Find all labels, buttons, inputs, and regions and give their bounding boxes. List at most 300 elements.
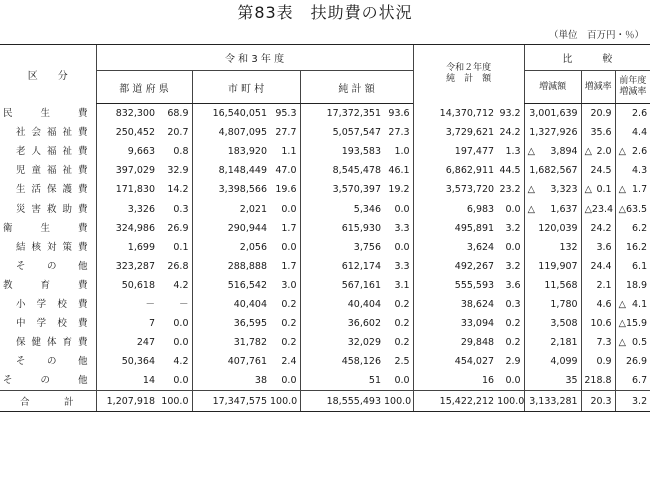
cell-net-pct: 0.2 (394, 318, 410, 330)
cell-muni-pct: 19.6 (275, 184, 297, 196)
header-prev-rate (615, 71, 650, 104)
negative-mark: △ (527, 184, 535, 196)
cell-diff (524, 123, 581, 142)
cell-prev-rate (615, 295, 650, 314)
table-row (0, 142, 650, 161)
cell-rate (581, 161, 615, 180)
cell-value: 10.6 (590, 318, 612, 330)
cell-prev-rate (615, 161, 650, 180)
cell-net: 567,161 (300, 276, 384, 295)
cell-value: 3,001,639 (529, 108, 578, 120)
cell-prev: 492,267 (413, 257, 497, 276)
cell-net: 51 (300, 371, 384, 391)
cell-prev-pct: 0.0 (505, 375, 521, 387)
cell-pref-pct: 0.8 (173, 146, 189, 158)
negative-mark: △ (618, 184, 626, 196)
cell-value: 2.6 (632, 146, 648, 158)
cell-net: 32,029 (300, 333, 384, 352)
negative-mark: △ (527, 146, 535, 158)
row-label (0, 180, 96, 199)
row-label-text: 児童福祉費 (16, 165, 88, 177)
cell-prev-rate (615, 276, 650, 295)
cell-pref: 250,452 (96, 123, 158, 142)
cell-muni-pct: 1.7 (281, 260, 297, 272)
cell-diff (524, 219, 581, 238)
cell-net-pct: 0.2 (394, 298, 410, 310)
cell-value: 6.1 (632, 260, 648, 272)
cell-muni-pct: 0.0 (281, 203, 297, 215)
total-rate: 20.3 (581, 391, 615, 412)
cell-value: 2.0 (596, 146, 612, 158)
cell-pref-pct: 32.9 (167, 165, 189, 177)
cell-prev-rate (615, 142, 650, 161)
row-label-text: 結核対策費 (16, 241, 88, 253)
cell-prev-rate (615, 333, 650, 352)
cell-prev: 3,573,720 (413, 180, 497, 199)
cell-net: 193,583 (300, 142, 384, 161)
row-label-text: 老人福祉費 (16, 146, 88, 158)
cell-muni: 516,542 (192, 276, 270, 295)
header-prev-year (413, 45, 524, 104)
header-prev-year-line2: 純 計 額 (446, 74, 492, 85)
row-label (0, 333, 96, 352)
cell-prev-pct: 0.0 (505, 241, 521, 253)
cell-rate (581, 219, 615, 238)
assistance-expense-table (0, 44, 650, 412)
cell-muni: 16,540,051 (192, 104, 270, 124)
cell-value: 35.6 (590, 127, 612, 139)
table-row (0, 104, 650, 124)
cell-pref: 50,618 (96, 276, 158, 295)
total-pref-pct: 100.0 (158, 391, 192, 412)
cell-prev: 38,624 (413, 295, 497, 314)
cell-diff (524, 180, 581, 199)
negative-mark: △ (584, 203, 592, 215)
cell-prev-rate (615, 257, 650, 276)
negative-mark: △ (584, 146, 592, 158)
row-label-text: 小学校費 (16, 298, 88, 310)
header-comparison: 比 較 (524, 45, 650, 71)
cell-prev-rate (615, 371, 650, 391)
total-label-text: 合計 (20, 397, 74, 409)
cell-rate (581, 142, 615, 161)
cell-muni-pct: 47.0 (275, 165, 297, 177)
cell-prev-pct: 1.3 (505, 146, 521, 158)
cell-net: 5,057,547 (300, 123, 384, 142)
cell-value: 4.6 (596, 298, 612, 310)
table-row (0, 352, 650, 371)
cell-prev: 3,729,621 (413, 123, 497, 142)
cell-pref-pct: 4.2 (173, 279, 189, 291)
cell-muni-pct: 0.2 (281, 337, 297, 349)
cell-prev-pct: 2.9 (505, 356, 521, 368)
cell-pref-pct: 0.3 (173, 203, 189, 215)
cell-diff (524, 104, 581, 124)
cell-pref-pct: － (178, 298, 189, 310)
cell-net: 3,570,397 (300, 180, 384, 199)
cell-value: 120,039 (538, 222, 578, 234)
cell-value: 3,508 (550, 318, 578, 330)
total-diff: 3,133,281 (524, 391, 581, 412)
cell-net-pct: 0.0 (394, 375, 410, 387)
cell-value: 35 (565, 375, 578, 387)
cell-rate (581, 371, 615, 391)
row-label (0, 123, 96, 142)
row-label (0, 142, 96, 161)
cell-net-pct: 27.3 (388, 127, 410, 139)
cell-net: 615,930 (300, 219, 384, 238)
cell-pref-pct: 0.0 (173, 318, 189, 330)
cell-prev: 454,027 (413, 352, 497, 371)
negative-mark: △ (584, 184, 592, 196)
cell-prev-pct: 3.2 (505, 222, 521, 234)
cell-prev-pct: 3.2 (505, 260, 521, 272)
cell-muni: 3,398,566 (192, 180, 270, 199)
cell-muni: 183,920 (192, 142, 270, 161)
header-prev-rate-line1: 前年度 (619, 76, 647, 86)
table-row (0, 295, 650, 314)
cell-rate (581, 276, 615, 295)
table-row (0, 314, 650, 333)
cell-muni: 31,782 (192, 333, 270, 352)
cell-net: 8,545,478 (300, 161, 384, 180)
total-prev: 15,422,212 (413, 391, 497, 412)
table-row (0, 161, 650, 180)
table-row (0, 219, 650, 238)
cell-pref: 832,300 (96, 104, 158, 124)
cell-rate (581, 199, 615, 218)
cell-pref: 3,326 (96, 199, 158, 218)
cell-muni: 2,056 (192, 238, 270, 257)
table-row (0, 276, 650, 295)
cell-value: 1.7 (632, 184, 648, 196)
total-row (0, 391, 650, 412)
cell-value: 24.5 (590, 165, 612, 177)
cell-value: 132 (559, 241, 578, 253)
cell-net-pct: 19.2 (388, 184, 410, 196)
total-muni: 17,347,575 (192, 391, 270, 412)
cell-net-pct: 3.1 (394, 279, 410, 291)
cell-value: 63.5 (625, 203, 648, 215)
cell-prev-pct: 0.3 (505, 298, 521, 310)
cell-value: 15.9 (625, 318, 648, 330)
row-label-text: 社会福祉費 (16, 127, 88, 139)
total-pref: 1,207,918 (96, 391, 158, 412)
row-label (0, 199, 96, 218)
row-label (0, 219, 96, 238)
row-label (0, 371, 96, 391)
cell-value: 1,780 (550, 298, 578, 310)
cell-pref: 50,364 (96, 352, 158, 371)
cell-muni: 8,148,449 (192, 161, 270, 180)
cell-net-pct: 0.0 (394, 241, 410, 253)
cell-net: 17,372,351 (300, 104, 384, 124)
cell-diff (524, 295, 581, 314)
cell-value: 26.9 (625, 356, 648, 368)
cell-net-pct: 46.1 (388, 165, 410, 177)
row-label (0, 257, 96, 276)
row-label (0, 295, 96, 314)
cell-diff (524, 161, 581, 180)
cell-prev: 495,891 (413, 219, 497, 238)
header-net-total: 純 計 額 (300, 71, 413, 104)
negative-mark: △ (618, 337, 626, 349)
cell-prev: 33,094 (413, 314, 497, 333)
table-row (0, 180, 650, 199)
cell-value: 18.9 (625, 279, 648, 291)
row-label-text: 中学校費 (16, 318, 88, 330)
cell-pref-pct: 4.2 (173, 356, 189, 368)
cell-pref: 1,699 (96, 238, 158, 257)
total-prev-pct: 100.0 (497, 391, 524, 412)
cell-value: 1,637 (550, 203, 578, 215)
cell-diff (524, 142, 581, 161)
cell-pref: － (96, 295, 158, 314)
row-label-text: 災害救助費 (16, 203, 88, 215)
cell-value: 6.7 (632, 375, 648, 387)
cell-prev: 6,983 (413, 199, 497, 218)
cell-prev-rate (615, 219, 650, 238)
table-row (0, 257, 650, 276)
cell-pref: 324,986 (96, 219, 158, 238)
cell-muni-pct: 0.0 (281, 241, 297, 253)
cell-value: 6.2 (632, 222, 648, 234)
cell-value: 0.5 (632, 337, 648, 349)
cell-value: 1,682,567 (529, 165, 578, 177)
row-label-text: 生活保護費 (16, 184, 88, 196)
cell-prev: 555,593 (413, 276, 497, 295)
cell-prev-pct: 0.2 (505, 337, 521, 349)
row-label (0, 314, 96, 333)
cell-prev-rate (615, 352, 650, 371)
row-label-text: その他 (16, 260, 88, 272)
cell-value: 23.4 (591, 203, 614, 215)
cell-diff (524, 352, 581, 371)
cell-rate (581, 123, 615, 142)
cell-prev-rate (615, 180, 650, 199)
cell-muni: 36,595 (192, 314, 270, 333)
cell-diff (524, 238, 581, 257)
total-net: 18,555,493 (300, 391, 384, 412)
cell-pref: 397,029 (96, 161, 158, 180)
cell-diff (524, 276, 581, 295)
row-label-text: 教育費 (3, 279, 88, 291)
cell-value: 3,894 (550, 146, 578, 158)
cell-value: 16.2 (625, 241, 648, 253)
table-total (0, 391, 650, 412)
cell-prev: 6,862,911 (413, 161, 497, 180)
cell-prev-pct: 0.2 (505, 318, 521, 330)
table-row (0, 371, 650, 391)
cell-net: 3,756 (300, 238, 384, 257)
cell-muni: 38 (192, 371, 270, 391)
table-row (0, 123, 650, 142)
cell-value: 1,327,926 (529, 127, 578, 139)
row-label-text: 保健体育費 (16, 337, 88, 349)
cell-net-pct: 3.3 (394, 260, 410, 272)
cell-net-pct: 3.3 (394, 222, 410, 234)
cell-pref: 14 (96, 371, 158, 391)
cell-muni-pct: 95.3 (275, 108, 297, 120)
row-label (0, 276, 96, 295)
cell-rate (581, 104, 615, 124)
cell-diff (524, 199, 581, 218)
cell-value: 11,568 (544, 279, 578, 291)
cell-net: 458,126 (300, 352, 384, 371)
header-prefectures: 都 道 府 県 (96, 71, 192, 104)
total-prev-rate: 3.2 (615, 391, 650, 412)
cell-muni: 2,021 (192, 199, 270, 218)
cell-value: 0.9 (596, 356, 612, 368)
cell-pref-pct: 0.0 (173, 375, 189, 387)
cell-prev: 197,477 (413, 142, 497, 161)
cell-pref-pct: 20.7 (167, 127, 189, 139)
table-row (0, 199, 650, 218)
header-prev-year-line1: 令和２年度 (446, 63, 492, 74)
cell-net-pct: 0.0 (394, 203, 410, 215)
negative-mark: △ (618, 298, 626, 310)
cell-pref: 7 (96, 314, 158, 333)
cell-rate (581, 295, 615, 314)
total-label (0, 391, 96, 412)
table-row (0, 238, 650, 257)
table-title: 第83表 扶助費の状況 (237, 3, 413, 22)
cell-value: 4.1 (632, 298, 648, 310)
row-label-text: 衛生費 (3, 222, 88, 234)
cell-value: 7.3 (596, 337, 612, 349)
cell-pref: 171,830 (96, 180, 158, 199)
cell-net-pct: 1.0 (394, 146, 410, 158)
cell-net: 5,346 (300, 199, 384, 218)
cell-value: 2,181 (550, 337, 578, 349)
row-label-text: その他 (16, 356, 88, 368)
cell-rate (581, 333, 615, 352)
cell-diff (524, 257, 581, 276)
cell-pref-pct: 0.0 (173, 337, 189, 349)
cell-muni-pct: 2.4 (281, 356, 297, 368)
cell-diff (524, 371, 581, 391)
cell-diff (524, 314, 581, 333)
cell-net: 612,174 (300, 257, 384, 276)
header-category: 区 分 (0, 45, 96, 104)
cell-prev-pct: 3.6 (505, 279, 521, 291)
cell-pref: 323,287 (96, 257, 158, 276)
negative-mark: △ (618, 203, 626, 215)
cell-prev: 16 (413, 371, 497, 391)
cell-pref: 247 (96, 333, 158, 352)
row-label (0, 161, 96, 180)
cell-muni: 4,807,095 (192, 123, 270, 142)
cell-prev-rate (615, 199, 650, 218)
row-label (0, 104, 96, 124)
header-change-rate: 増減率 (581, 71, 615, 104)
header-municipalities: 市 町 村 (192, 71, 300, 104)
cell-value: 20.9 (590, 108, 612, 120)
cell-prev-pct: 44.5 (499, 165, 521, 177)
cell-prev-rate (615, 123, 650, 142)
cell-pref-pct: 68.9 (167, 108, 189, 120)
cell-prev: 3,624 (413, 238, 497, 257)
row-label (0, 238, 96, 257)
cell-muni: 290,944 (192, 219, 270, 238)
header-change-amount: 増減額 (524, 71, 581, 104)
cell-net-pct: 0.2 (394, 337, 410, 349)
unit-note: （単位 百万円・％） (548, 30, 644, 41)
cell-rate (581, 180, 615, 199)
row-label-text: その他 (3, 375, 88, 387)
cell-muni-pct: 3.0 (281, 279, 297, 291)
cell-pref-pct: 0.1 (173, 241, 189, 253)
table-body (0, 104, 650, 391)
cell-prev-pct: 24.2 (499, 127, 521, 139)
cell-value: 2.1 (596, 279, 612, 291)
cell-muni-pct: 1.1 (281, 146, 297, 158)
table-header (0, 45, 650, 104)
cell-pref-pct: 14.2 (167, 184, 189, 196)
cell-net-pct: 2.5 (394, 356, 410, 368)
cell-value: 0.1 (596, 184, 612, 196)
cell-muni-pct: 0.2 (281, 318, 297, 330)
cell-net: 36,602 (300, 314, 384, 333)
cell-prev-rate (615, 238, 650, 257)
cell-prev-pct: 0.0 (505, 203, 521, 215)
cell-pref-pct: 26.9 (167, 222, 189, 234)
cell-net-pct: 93.6 (388, 108, 410, 120)
cell-prev-pct: 23.2 (499, 184, 521, 196)
cell-pref-pct: 26.8 (167, 260, 189, 272)
row-label-text: 民生費 (3, 107, 88, 119)
cell-value: 24.4 (590, 260, 612, 272)
cell-pref: 9,663 (96, 142, 158, 161)
header-prev-rate-line2: 増減率 (619, 87, 647, 97)
cell-prev: 29,848 (413, 333, 497, 352)
cell-rate (581, 257, 615, 276)
header-current-year: 令 和 3 年 度 (96, 45, 413, 71)
cell-prev: 14,370,712 (413, 104, 497, 124)
cell-rate (581, 314, 615, 333)
cell-muni: 288,888 (192, 257, 270, 276)
cell-muni-pct: 27.7 (275, 127, 297, 139)
row-label (0, 352, 96, 371)
cell-prev-rate (615, 104, 650, 124)
cell-prev-pct: 93.2 (499, 107, 521, 119)
cell-rate (581, 238, 615, 257)
negative-mark: △ (527, 203, 535, 215)
cell-muni-pct: 0.0 (281, 375, 297, 387)
cell-value: 24.2 (590, 222, 612, 234)
cell-rate (581, 352, 615, 371)
cell-value: 4.4 (632, 127, 648, 139)
cell-value: 4.3 (632, 165, 648, 177)
cell-value: 2.6 (632, 108, 648, 120)
cell-value: 119,907 (538, 260, 578, 272)
table-row (0, 333, 650, 352)
cell-diff (524, 333, 581, 352)
cell-value: 4,099 (550, 356, 578, 368)
total-net-pct: 100.0 (384, 391, 413, 412)
negative-mark: △ (618, 318, 626, 330)
cell-muni: 40,404 (192, 295, 270, 314)
cell-prev-rate (615, 314, 650, 333)
cell-value: 218.8 (584, 375, 612, 387)
negative-mark: △ (618, 146, 626, 158)
cell-value: 3,323 (550, 184, 578, 196)
cell-net: 40,404 (300, 295, 384, 314)
cell-muni-pct: 1.7 (281, 222, 297, 234)
cell-muni: 407,761 (192, 352, 270, 371)
cell-muni-pct: 0.2 (281, 298, 297, 310)
cell-value: 3.6 (596, 241, 612, 253)
